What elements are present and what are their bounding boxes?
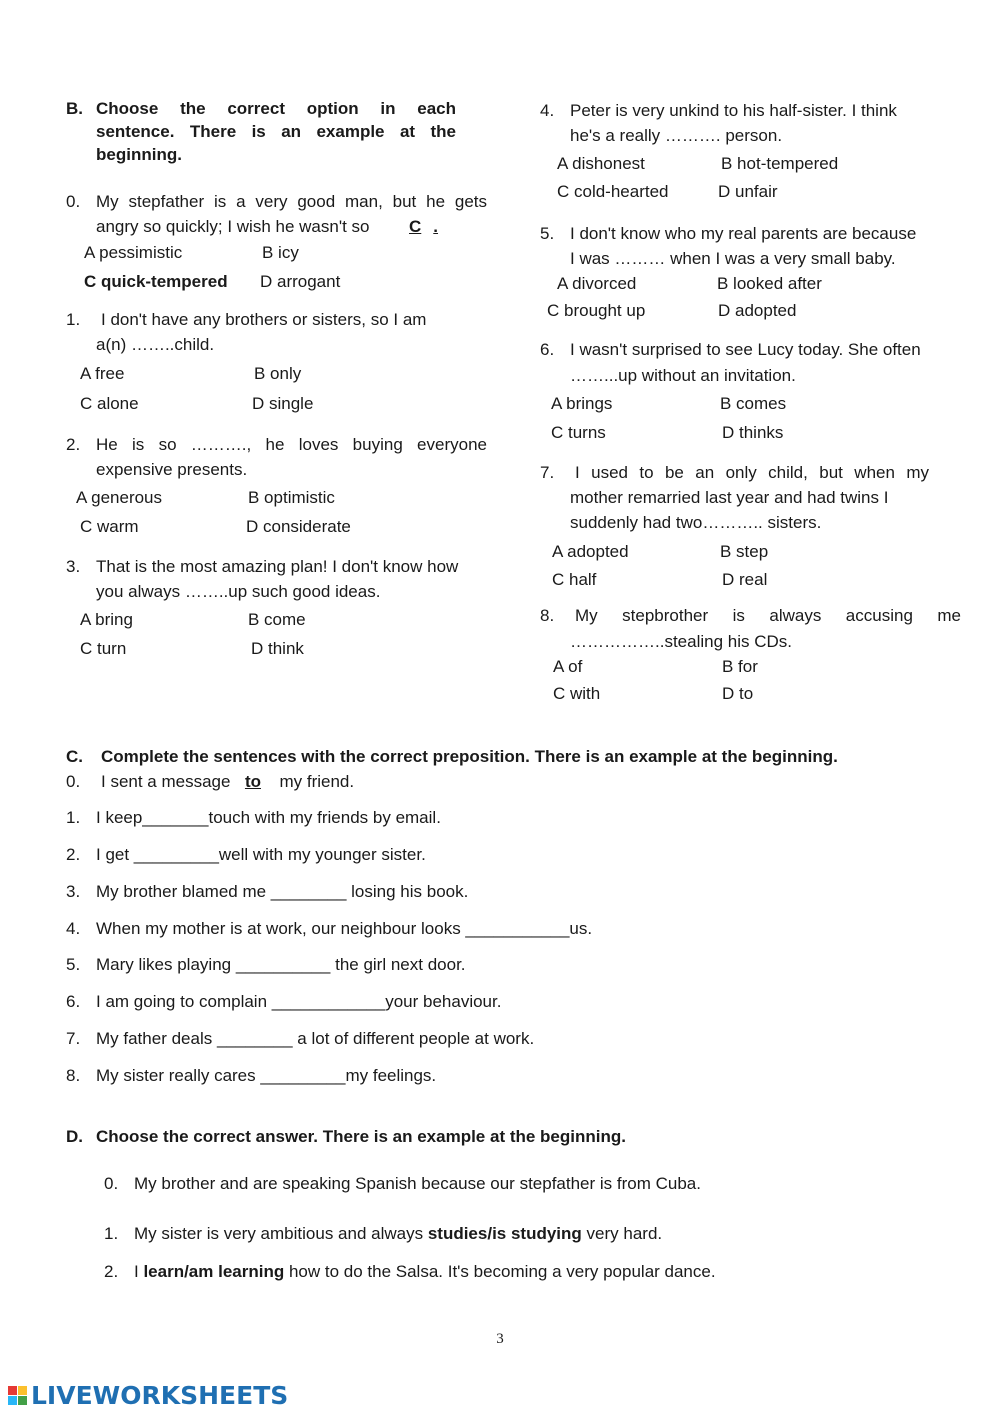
question-text: he's a really ………. person. bbox=[570, 126, 783, 145]
question-text: I wasn't surprised to see Lucy today. She often bbox=[570, 340, 921, 359]
question-text: you always ……..up such good ideas. bbox=[96, 582, 381, 601]
question-number: 0. bbox=[66, 192, 81, 211]
question-text: ……………..stealing his CDs. bbox=[570, 632, 792, 651]
question-number: 7. bbox=[540, 463, 555, 482]
section-c-letter: C. bbox=[66, 747, 83, 766]
example-after: my friend. bbox=[279, 772, 355, 791]
question-number: 5. bbox=[540, 224, 555, 243]
fill-blank-sentence[interactable]: My father deals ________ a lot of different people at work. bbox=[96, 1029, 535, 1048]
question-number: 7. bbox=[66, 1029, 81, 1048]
logo-square-cyan bbox=[8, 1396, 17, 1405]
option-a[interactable]: A generous bbox=[76, 488, 163, 507]
fill-blank-sentence[interactable]: I get _________well with my younger sister. bbox=[96, 845, 426, 864]
fill-blank-sentence[interactable]: My brother blamed me ________ losing his book. bbox=[96, 882, 469, 901]
option-d[interactable]: D unfair bbox=[718, 182, 778, 201]
section-b-header-line2: sentence. There is an example at the bbox=[96, 122, 456, 141]
option-d[interactable]: D adopted bbox=[718, 301, 797, 320]
option-d[interactable]: D real bbox=[722, 570, 768, 589]
sentence-before: I bbox=[134, 1262, 144, 1281]
option-c[interactable]: C with bbox=[553, 684, 601, 703]
option-c[interactable]: C half bbox=[552, 570, 597, 589]
question-number: 8. bbox=[540, 606, 555, 625]
question-number: 8. bbox=[66, 1066, 81, 1085]
option-c-correct[interactable]: C quick-tempered bbox=[84, 272, 228, 291]
section-b-header-line1: Choose the correct option in each bbox=[96, 99, 456, 118]
question-number: 6. bbox=[540, 340, 555, 359]
question-text: I was ……… when I was a very small baby. bbox=[570, 249, 896, 268]
example-answer-letter: C bbox=[409, 217, 422, 236]
question-text: expensive presents. bbox=[96, 460, 248, 479]
option-b[interactable]: B hot-tempered bbox=[721, 154, 839, 173]
option-d[interactable]: D to bbox=[722, 684, 754, 703]
option-d[interactable]: D thinks bbox=[722, 423, 784, 442]
logo-square-yellow bbox=[18, 1386, 27, 1395]
question-number: 3. bbox=[66, 882, 81, 901]
option-a[interactable]: A bring bbox=[80, 610, 133, 629]
answer-choices[interactable]: studies/is studying bbox=[427, 1224, 582, 1243]
question-text: a(n) ……..child. bbox=[96, 335, 215, 354]
fill-blank-sentence[interactable]: My sister really cares _________my feelings. bbox=[96, 1066, 437, 1085]
logo-square-red bbox=[8, 1386, 17, 1395]
option-b[interactable]: B icy bbox=[262, 243, 299, 262]
section-b-letter: B. bbox=[66, 99, 83, 118]
option-a[interactable]: A brings bbox=[551, 394, 613, 413]
page-number: 3 bbox=[496, 1331, 504, 1347]
option-a[interactable]: A of bbox=[553, 657, 583, 676]
question-number: 2. bbox=[104, 1262, 119, 1281]
question-text: I don't know who my real parents are because bbox=[570, 224, 917, 243]
option-b[interactable]: B comes bbox=[720, 394, 787, 413]
fill-blank-sentence[interactable]: I keep_______touch with my friends by email. bbox=[96, 808, 441, 827]
choice-sentence bbox=[134, 1261, 716, 1283]
liveworksheets-logo[interactable] bbox=[8, 1378, 288, 1412]
sentence-after: how to do the Salsa. It's becoming a very popular dance. bbox=[284, 1262, 716, 1281]
question-number: 3. bbox=[66, 557, 81, 576]
question-number: 0. bbox=[66, 772, 81, 791]
example-answer bbox=[405, 216, 443, 238]
option-c[interactable]: C turns bbox=[551, 423, 606, 442]
question-text: suddenly had two……….. sisters. bbox=[570, 513, 822, 532]
sentence-before: My sister is very ambitious and always bbox=[134, 1224, 428, 1243]
option-d[interactable]: D considerate bbox=[246, 517, 351, 536]
option-c[interactable]: C turn bbox=[80, 639, 127, 658]
choice-sentence bbox=[134, 1223, 662, 1245]
option-c[interactable]: C alone bbox=[80, 394, 139, 413]
answer-choices[interactable]: learn/am learning bbox=[143, 1262, 285, 1281]
option-d[interactable]: D single bbox=[252, 394, 314, 413]
question-number: 6. bbox=[66, 992, 81, 1011]
question-number: 1. bbox=[104, 1224, 119, 1243]
question-number: 2. bbox=[66, 845, 81, 864]
option-c[interactable]: C brought up bbox=[547, 301, 646, 320]
option-c[interactable]: C cold-hearted bbox=[557, 182, 669, 201]
example-answer-dot: . bbox=[433, 217, 439, 236]
option-a[interactable]: A divorced bbox=[557, 274, 637, 293]
question-number: 2. bbox=[66, 435, 81, 454]
section-d-letter: D. bbox=[66, 1127, 83, 1146]
sentence-after: very hard. bbox=[581, 1224, 663, 1243]
question-number: 1. bbox=[66, 310, 81, 329]
liveworksheets-logo-icon bbox=[8, 1386, 27, 1405]
fill-blank-sentence[interactable]: When my mother is at work, our neighbour looks ___________us. bbox=[96, 919, 593, 938]
example-before: I sent a message bbox=[101, 772, 231, 791]
example-sentence bbox=[101, 771, 354, 793]
question-number: 5. bbox=[66, 955, 81, 974]
option-d[interactable]: D think bbox=[251, 639, 304, 658]
fill-blank-sentence[interactable]: Mary likes playing __________ the girl next door. bbox=[96, 955, 466, 974]
sentence-text: My brother and are speaking Spanish because our stepfather is from Cuba. bbox=[134, 1174, 701, 1193]
section-c-header: Complete the sentences with the correct preposition. There is an example at the beginning. bbox=[101, 747, 838, 766]
question-text: He is so ………., he loves buying everyone bbox=[96, 435, 487, 454]
option-b[interactable]: B only bbox=[254, 364, 302, 383]
option-b[interactable]: B looked after bbox=[717, 274, 822, 293]
choice-sentence bbox=[134, 1173, 701, 1195]
question-number: 1. bbox=[66, 808, 81, 827]
question-number: 4. bbox=[540, 101, 555, 120]
logo-square-green bbox=[18, 1396, 27, 1405]
option-a[interactable]: A adopted bbox=[552, 542, 629, 561]
question-text: mother remarried last year and had twins I bbox=[570, 488, 889, 507]
option-c[interactable]: C warm bbox=[80, 517, 139, 536]
section-b-header-line3: beginning. bbox=[96, 145, 182, 164]
question-number: 4. bbox=[66, 919, 81, 938]
question-text: ……...up without an invitation. bbox=[570, 366, 796, 385]
option-d[interactable]: D arrogant bbox=[260, 272, 341, 291]
question-text: I used to be an only child, but when my bbox=[575, 463, 929, 482]
option-a[interactable]: A dishonest bbox=[557, 154, 645, 173]
question-text: My stepfather is a very good man, but he gets bbox=[96, 192, 487, 211]
logo-text: LIVEWORKSHEETS bbox=[31, 1380, 289, 1410]
option-b[interactable]: B step bbox=[720, 542, 769, 561]
section-d-header: Choose the correct answer. There is an example at the beginning. bbox=[96, 1127, 626, 1146]
option-a[interactable]: A pessimistic bbox=[84, 243, 183, 262]
option-b[interactable]: B come bbox=[248, 610, 306, 629]
option-b[interactable]: B for bbox=[722, 657, 758, 676]
example-answer: to bbox=[244, 772, 261, 791]
question-text: My stepbrother is always accusing me bbox=[575, 606, 961, 625]
fill-blank-sentence[interactable]: I am going to complain ____________your behaviour. bbox=[96, 992, 502, 1011]
question-text: I don't have any brothers or sisters, so I am bbox=[101, 310, 427, 329]
question-text: That is the most amazing plan! I don't know how bbox=[96, 557, 459, 576]
question-text: angry so quickly; I wish he wasn't so bbox=[96, 217, 370, 236]
option-a[interactable]: A free bbox=[80, 364, 125, 383]
question-number: 0. bbox=[104, 1174, 119, 1193]
question-text: Peter is very unkind to his half-sister. I think bbox=[570, 101, 897, 120]
option-b[interactable]: B optimistic bbox=[248, 488, 335, 507]
